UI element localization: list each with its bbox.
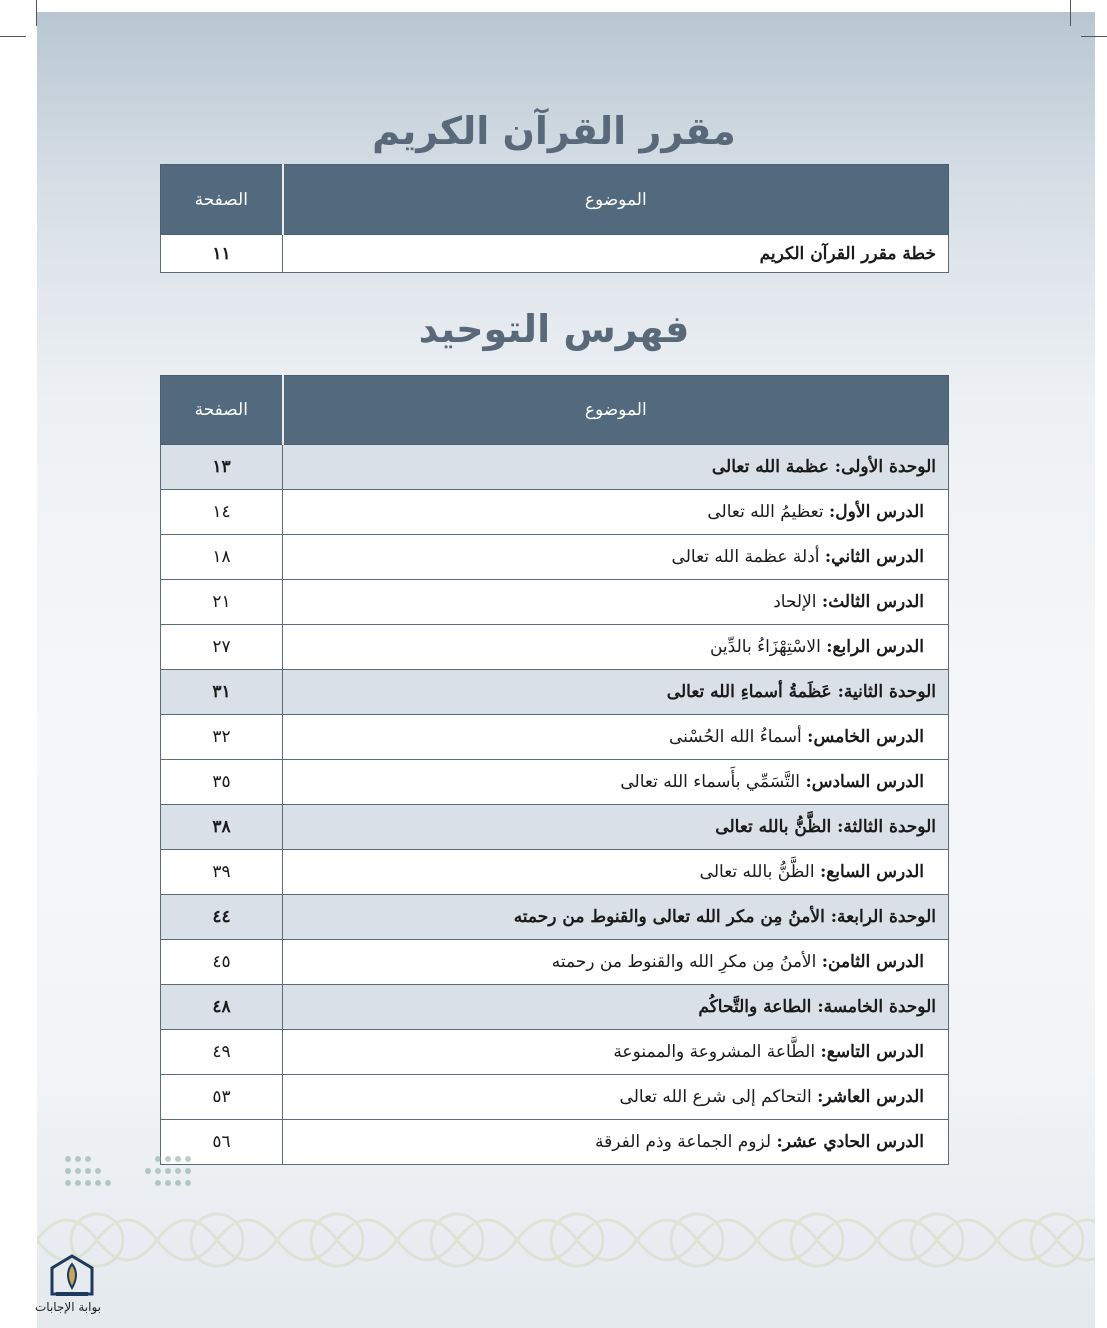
lesson-label: الدرس الثالث: — [821, 592, 924, 612]
topic-cell — [283, 805, 949, 850]
topic-cell — [283, 850, 949, 895]
topic-cell — [283, 1075, 949, 1120]
topic-cell — [283, 670, 949, 715]
topic-text: تعظيمُ الله تعالى — [707, 502, 824, 522]
topic-cell — [283, 895, 949, 940]
table-row[interactable] — [161, 895, 949, 940]
page-number-cell: ٤٩ — [161, 1030, 283, 1075]
table-row[interactable] — [161, 625, 949, 670]
topic-cell — [283, 1030, 949, 1075]
topic-text: الإلحاد — [773, 592, 817, 612]
topic-cell — [283, 760, 949, 805]
topic-cell — [283, 625, 949, 670]
topic-cell — [283, 940, 949, 985]
site-logo-icon — [42, 1254, 102, 1298]
table-row[interactable] — [161, 850, 949, 895]
page-number-cell: ٣٢ — [161, 715, 283, 760]
table-row[interactable] — [161, 535, 949, 580]
quran-toc-table — [160, 164, 949, 273]
topic-text: الطاعة والتَّحاكُم — [698, 997, 812, 1017]
unit-label: الوحدة الخامسة: — [817, 997, 936, 1017]
topic-text: الاسْتِهْزَاءُ بالدِّين — [709, 637, 821, 657]
table-row[interactable] — [161, 985, 949, 1030]
topic-text: التحاكم إلى شرع الله تعالى — [619, 1087, 812, 1107]
topic-cell — [283, 985, 949, 1030]
topic-column-header: الموضوع — [283, 376, 949, 445]
page-number-cell: ١١ — [161, 235, 283, 273]
topic-text: الظَّنُّ بالله تعالى — [715, 817, 832, 837]
page-number-cell: ٥٣ — [161, 1075, 283, 1120]
lesson-label: الدرس الثامن: — [821, 952, 924, 972]
page-number-cell: ١٣ — [161, 445, 283, 490]
page-number-cell: ٤٨ — [161, 985, 283, 1030]
quran-section-title: مقرر القرآن الكريم — [372, 109, 736, 153]
table-row[interactable] — [161, 1120, 949, 1165]
tawhid-section-title: فهرس التوحيد — [418, 307, 690, 351]
unit-label: الوحدة الرابعة: — [830, 907, 936, 927]
topic-cell — [283, 580, 949, 625]
topic-cell — [283, 445, 949, 490]
table-row[interactable] — [161, 1030, 949, 1075]
table-row[interactable] — [161, 760, 949, 805]
page-number-cell: ٢١ — [161, 580, 283, 625]
table-row[interactable] — [161, 235, 949, 273]
crop-mark — [36, 0, 37, 26]
lesson-label: الدرس السادس: — [805, 772, 924, 792]
topic-cell — [283, 490, 949, 535]
topic-text: أدلة عظمة الله تعالى — [671, 547, 820, 567]
page-column-header: الصفحة — [161, 165, 283, 235]
topic-column-header: الموضوع — [283, 165, 949, 235]
lesson-label: الدرس الأول: — [829, 502, 924, 522]
table-row[interactable] — [161, 1075, 949, 1120]
crop-mark — [0, 36, 26, 37]
topic-text: أسماءُ الله الحُسْنى — [669, 727, 802, 747]
lesson-label: الدرس العاشر: — [817, 1087, 924, 1107]
table-row[interactable] — [161, 805, 949, 850]
page-number-cell: ٣٨ — [161, 805, 283, 850]
table-row[interactable] — [161, 580, 949, 625]
table-row[interactable] — [161, 490, 949, 535]
lesson-label: الدرس الحادي عشر: — [776, 1132, 924, 1152]
topic-cell: خطة مقرر القرآن الكريم — [283, 235, 949, 273]
topic-text: التَّسَمِّي بأَسماء الله تعالى — [620, 772, 801, 792]
page-number-cell: ٤٤ — [161, 895, 283, 940]
page-number-cell: ٣٩ — [161, 850, 283, 895]
topic-text: لزوم الجماعة وذم الفرقة — [594, 1132, 772, 1152]
page-number-cell: ٤٥ — [161, 940, 283, 985]
site-logo-text: بوابة الإجابات — [34, 1300, 101, 1314]
page-number-cell: ٥٦ — [161, 1120, 283, 1165]
lesson-label: الدرس التاسع: — [820, 1042, 924, 1062]
topic-text: الطَّاعة المشروعة والممنوعة — [613, 1042, 816, 1062]
table-row[interactable] — [161, 715, 949, 760]
table-row[interactable] — [161, 940, 949, 985]
topic-text: الأمنُ مِن مكرِ الله والقنوط من رحمته — [551, 952, 817, 972]
topic-text: الأمنُ مِن مكر الله تعالى والقنوط من رحمته — [513, 907, 825, 927]
topic-text: عَظَمةُ أسماءِ الله تعالى — [666, 682, 832, 702]
lesson-label: الدرس السابع: — [819, 862, 924, 882]
unit-label: الوحدة الثالثة: — [837, 817, 936, 837]
page-number-cell: ١٤ — [161, 490, 283, 535]
ornamental-pattern-band — [37, 1195, 1095, 1285]
decorative-dots — [62, 1153, 202, 1193]
topic-text: عظمة الله تعالى — [711, 457, 829, 477]
unit-label: الوحدة الثانية: — [837, 682, 936, 702]
crop-mark — [1070, 0, 1071, 26]
topic-cell — [283, 1120, 949, 1165]
lesson-label: الدرس الثاني: — [824, 547, 924, 567]
topic-cell — [283, 535, 949, 580]
unit-label: الوحدة الأولى: — [834, 457, 936, 477]
page-number-cell: ٢٧ — [161, 625, 283, 670]
page-column-header: الصفحة — [161, 376, 283, 445]
topic-cell — [283, 715, 949, 760]
crop-mark — [1081, 36, 1107, 37]
page-number-cell: ١٨ — [161, 535, 283, 580]
table-row[interactable] — [161, 445, 949, 490]
tawhid-toc-table — [160, 375, 949, 1165]
topic-text: الظَّنُّ بالله تعالى — [699, 862, 815, 882]
lesson-label: الدرس الخامس: — [807, 727, 924, 747]
page-number-cell: ٣١ — [161, 670, 283, 715]
table-row[interactable] — [161, 670, 949, 715]
page-number-cell: ٣٥ — [161, 760, 283, 805]
lesson-label: الدرس الرابع: — [826, 637, 924, 657]
